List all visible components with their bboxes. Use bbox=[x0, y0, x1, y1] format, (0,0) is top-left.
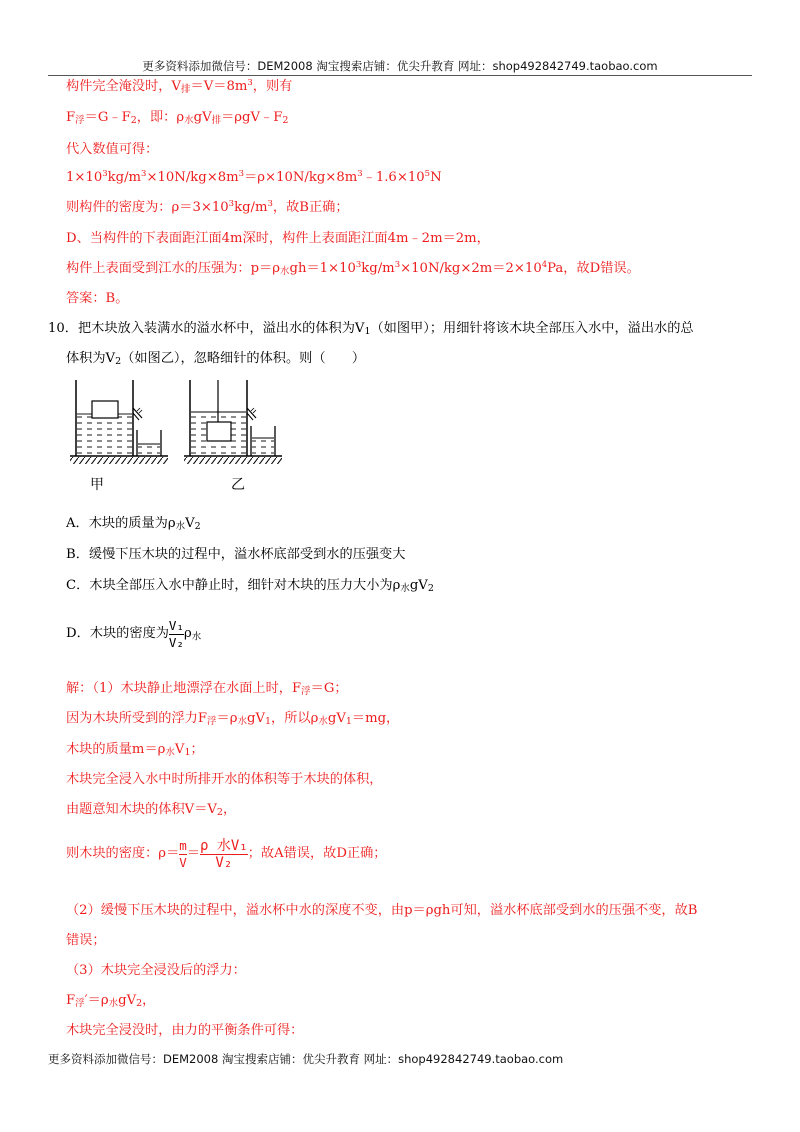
density-fraction-1: $\frac{m}{V}$ bbox=[179, 837, 187, 870]
sol-line-7: （2）缓慢下压木块的过程中，溢水杯中水的深度不变，由p＝ρgh可知，溢水杯底部受到水的压强不变，故B bbox=[66, 903, 698, 918]
sol-line-10: $F_浮'=\rho_水gV_2$， bbox=[66, 993, 156, 1009]
prev-line-4: $1\times 10^3kg/m^3\times 10N/kg\times 8m^3=\rho\times 10N/kg\times 8m^3﹣1.6\times 10^5N$ bbox=[66, 169, 442, 185]
sol-line-11: 木块完全浸没时，由力的平衡条件可得： bbox=[66, 1023, 304, 1038]
figure-label-jia: 甲 bbox=[90, 477, 104, 493]
sol-line-2: 因为木块所受到的浮力$F_浮=\rho_水gV_1$，所以$\rho_水gV_1=mg$， bbox=[66, 711, 400, 727]
sol-line-9: （3）木块完全浸没后的浮力： bbox=[66, 963, 246, 978]
page-header: 更多资料添加微信号：DEM2008 淘宝搜索店铺：优尖升教育 网址：shop492842749.taobao.com bbox=[142, 59, 658, 73]
sol-line-6: 则木块的密度：ρ＝ $\frac{m}{V}$ ＝ $\frac{\text{ρ 水V₁}}{\text{V₂}}$ ；故A错误，故D正确； bbox=[66, 837, 387, 871]
prev-answer: 答案：B。 bbox=[66, 291, 129, 306]
q10-stem-line-2: 体积为$V_2$（如图乙），忽略细针的体积。则（ ） bbox=[66, 351, 366, 367]
option-d: D．木块的密度为 $\frac{\text{V₁}}{\text{V₂}}$ $\rho_水$ bbox=[66, 617, 202, 650]
sol-line-5: 由题意知木块的体积$V=V_2$， bbox=[66, 802, 237, 818]
option-b: B．缓慢下压木块的过程中，溢水杯底部受到水的压强变大 bbox=[66, 547, 406, 562]
prev-line-6: D、当构件的下表面距江面4m深时，构件上表面距江面4m﹣2m＝2m， bbox=[66, 231, 490, 246]
option-c: C．木块全部压入水中静止时，细针对木块的压力大小为$\rho_水gV_2$ bbox=[66, 578, 434, 594]
sol-line-8: 错误； bbox=[66, 933, 106, 948]
prev-line-3: 代入数值可得： bbox=[66, 142, 159, 157]
q10-stem-line-1: 10．把木块放入装满水的溢水杯中，溢出水的体积为$V_1$（如图甲）；用细针将该木块全部压入水中，溢出水的总 bbox=[48, 321, 694, 337]
header-rule bbox=[48, 75, 752, 76]
figure-yi bbox=[180, 378, 290, 468]
figure-label-yi: 乙 bbox=[231, 477, 245, 493]
prev-line-2: $F_浮=G﹣F_2$，即：$\rho_水gV_排=\rho gV﹣F_2$ bbox=[66, 110, 289, 126]
prev-line-5: 则构件的密度为：$\rho=3\times 10^3kg/m^3$，故B正确； bbox=[66, 199, 349, 215]
option-a: A．木块的质量为$\rho_水V_2$ bbox=[66, 516, 201, 532]
option-d-fraction: $\frac{\text{V₁}}{\text{V₂}}$ bbox=[168, 617, 184, 650]
page-footer: 更多资料添加微信号：DEM2008 淘宝搜索店铺：优尖升教育 网址：shop492842749.taobao.com bbox=[48, 1052, 564, 1066]
figure-jia bbox=[66, 378, 176, 468]
prev-line-1: 构件完全淹没时，$V_排=V=8m^3$，则有 bbox=[66, 78, 293, 95]
sol-line-4: 木块完全浸入水中时所排开水的体积等于木块的体积， bbox=[66, 772, 383, 787]
density-fraction-2: $\frac{\text{ρ 水V₁}}{\text{V₂}}$ bbox=[199, 837, 248, 871]
sol-line-1: 解：（1）木块静止地漂浮在水面上时，$F_浮=G$； bbox=[66, 681, 348, 697]
prev-line-7: 构件上表面受到江水的压强为：$p=\rho_水gh=1\times 10^3kg/m^3\times 10N/kg\times 2m=2\times 10^4Pa$，故D错误。 bbox=[66, 260, 640, 277]
sol-line-3: 木块的质量$m=\rho_水V_1$； bbox=[66, 742, 204, 758]
